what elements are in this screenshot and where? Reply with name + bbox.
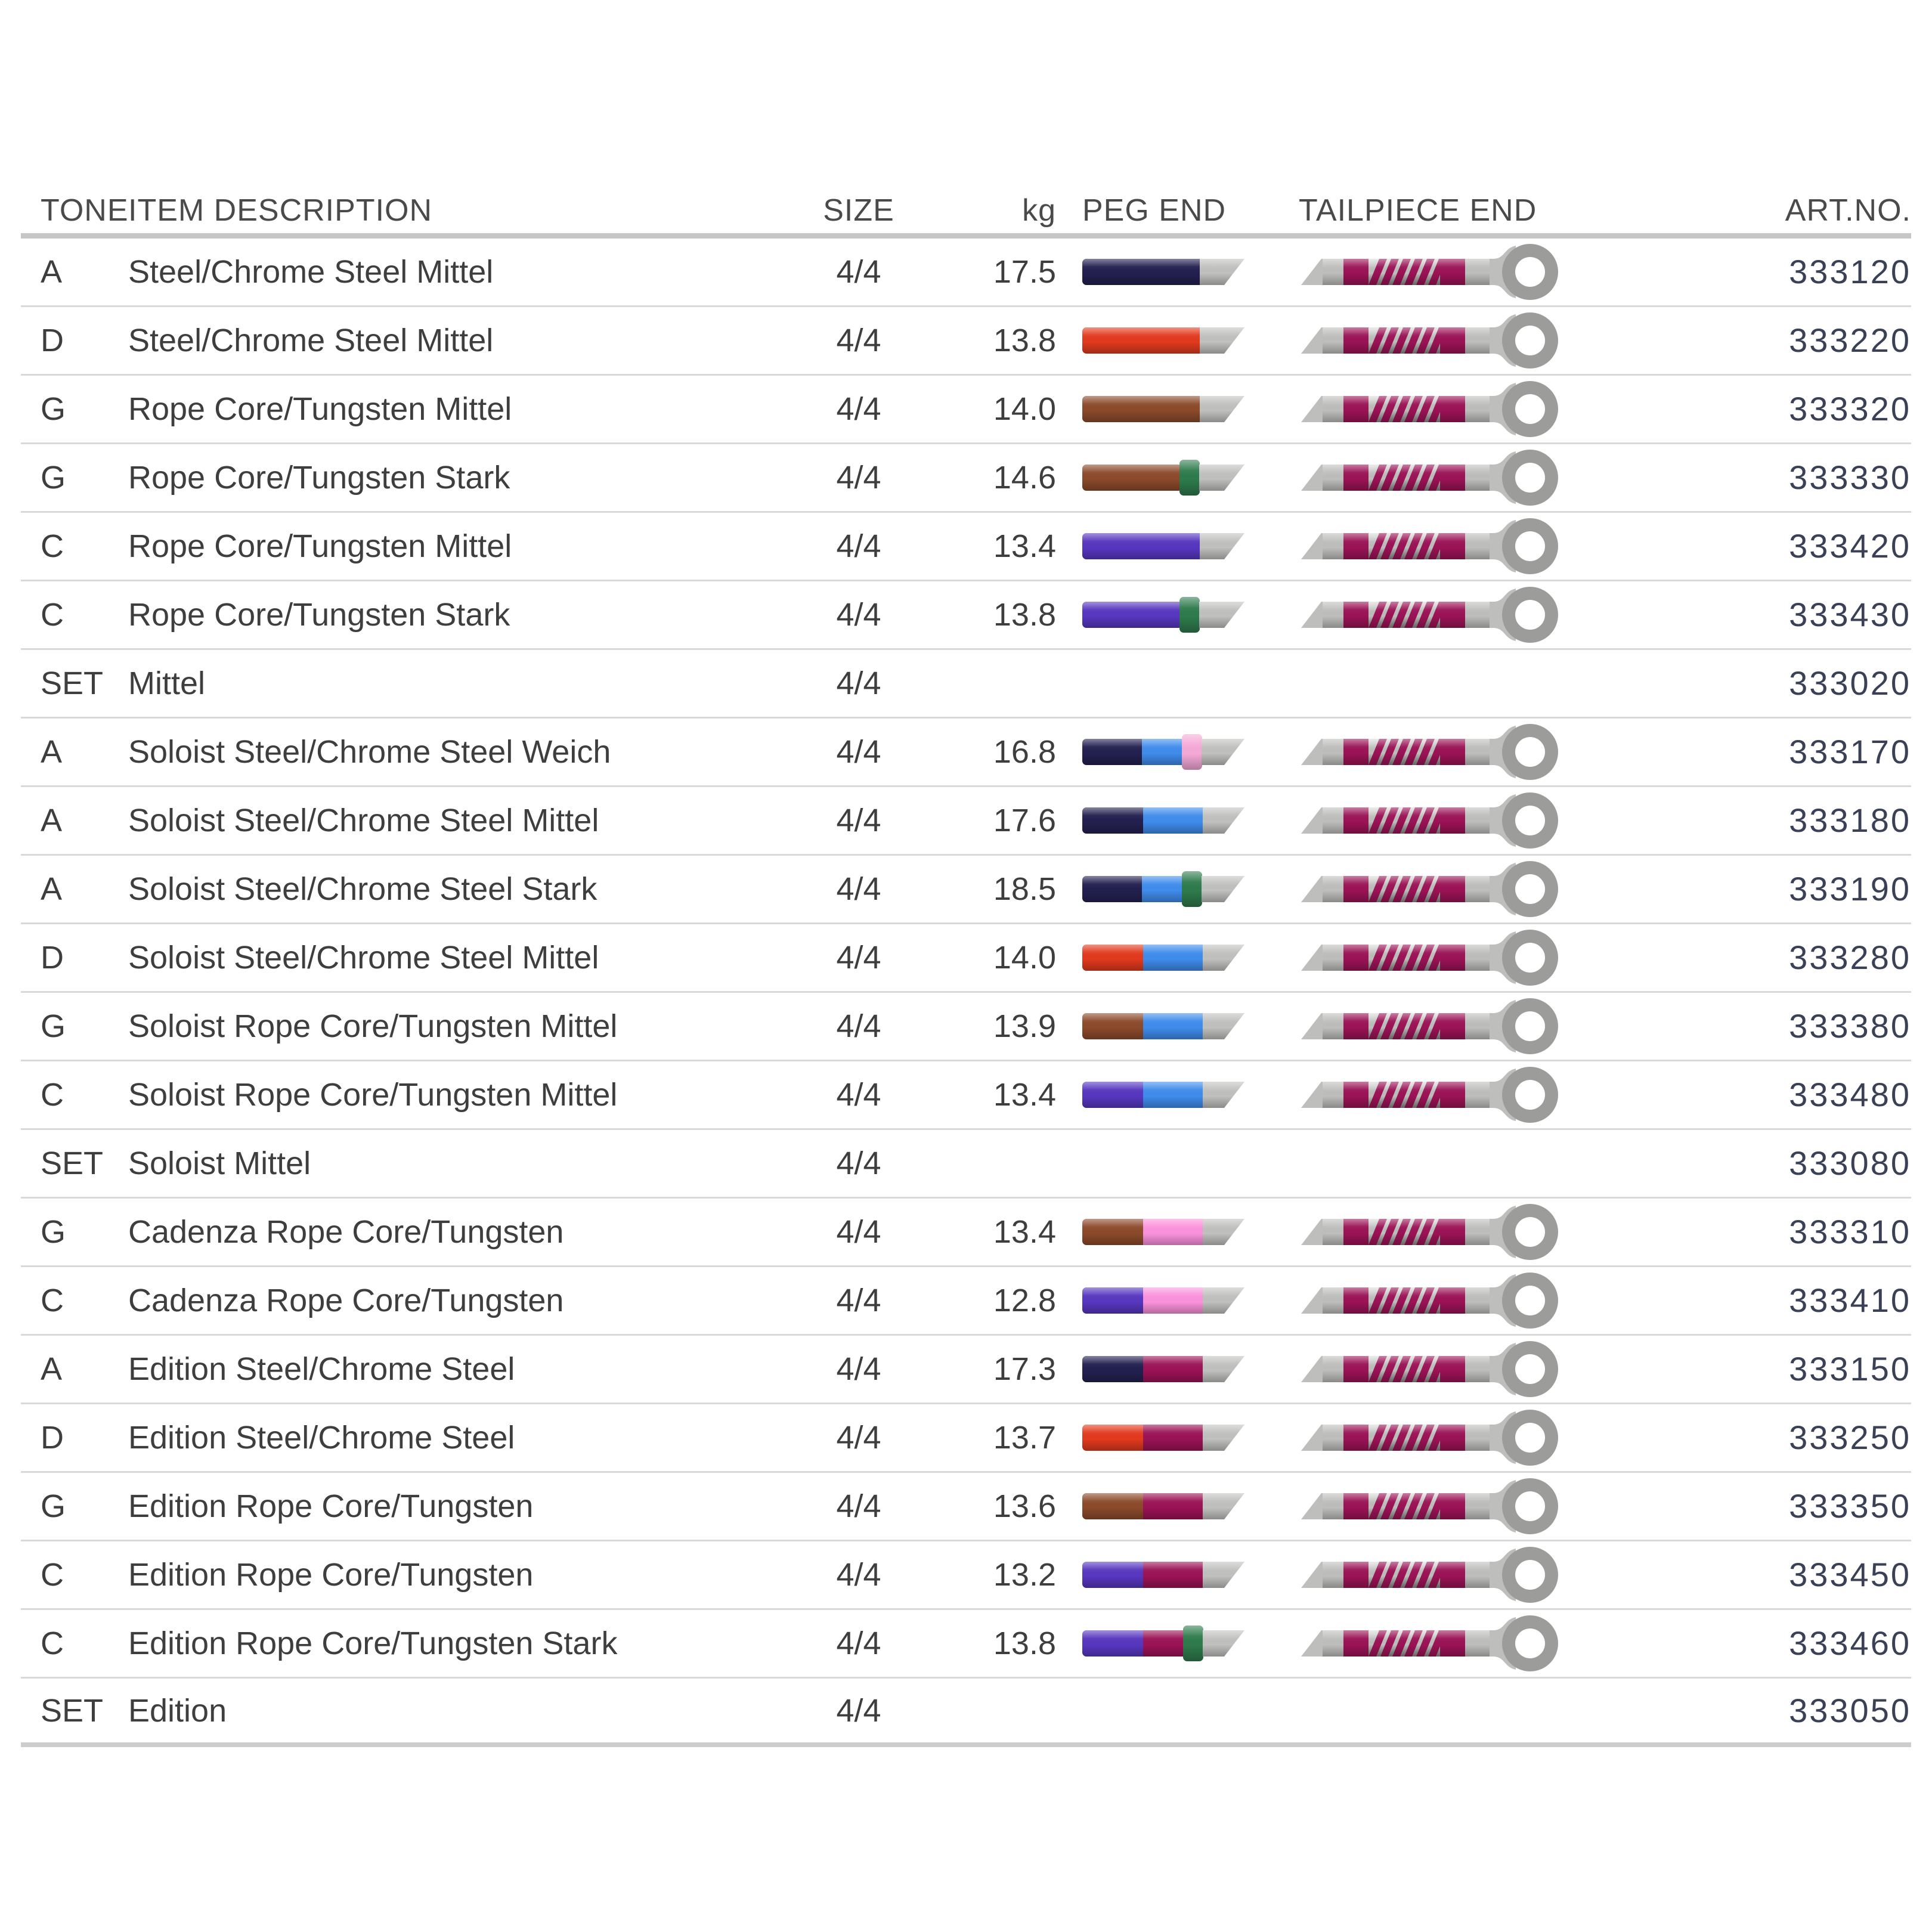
cell-tailpiece-end [1267, 995, 1601, 1057]
peg-end-icon [1082, 1283, 1248, 1318]
cell-tailpiece-end [1267, 858, 1601, 920]
peg-end-icon [1082, 803, 1248, 838]
cell-item-description: Edition Steel/Chrome Steel [128, 1420, 515, 1456]
cell-peg-end [1070, 871, 1267, 907]
peg-end-icon [1082, 528, 1248, 564]
cell-item-description: Edition Steel/Chrome Steel [128, 1351, 515, 1387]
cell-tailpiece-end [1267, 1475, 1601, 1537]
cell-tailpiece-end [1267, 721, 1601, 783]
cell-peg-end [1070, 1283, 1267, 1318]
cell-peg-end [1070, 254, 1267, 290]
cell-art-no: 333330 [1789, 459, 1911, 496]
cell-peg-end [1070, 391, 1267, 427]
cell-item-description: Soloist Rope Core/Tungsten Mittel [128, 1008, 618, 1044]
cell-art-no: 333220 [1789, 321, 1911, 359]
cell-tone: A [41, 254, 63, 290]
cell-tone: D [41, 323, 64, 358]
cell-item-description: Rope Core/Tungsten Stark [128, 460, 510, 496]
cell-kg: 17.6 [993, 803, 1056, 838]
cell-art-no: 333050 [1789, 1691, 1911, 1729]
cell-kg: 14.0 [993, 391, 1056, 427]
table-row [21, 1267, 1911, 1336]
peg-end-icon [1082, 940, 1248, 976]
cell-peg-end [1070, 803, 1267, 838]
table-row [21, 581, 1911, 650]
cell-tone: C [41, 597, 64, 633]
cell-tailpiece-end [1267, 1407, 1601, 1469]
cell-art-no: 333280 [1789, 939, 1911, 976]
table-row [21, 513, 1911, 581]
cell-art-no: 333150 [1789, 1350, 1911, 1388]
cell-art-no: 333080 [1789, 1144, 1911, 1182]
tailpiece-end-icon [1299, 1612, 1559, 1674]
cell-item-description: Steel/Chrome Steel Mittel [128, 323, 494, 358]
tailpiece-end-icon [1299, 1338, 1559, 1400]
cell-item-description: Soloist Steel/Chrome Steel Weich [128, 734, 611, 770]
tailpiece-end-icon [1299, 1270, 1559, 1332]
cell-art-no: 333120 [1789, 253, 1911, 290]
tailpiece-end-icon [1299, 309, 1559, 371]
cell-size: 4/4 [836, 940, 881, 976]
cell-kg: 13.4 [993, 528, 1056, 564]
cell-peg-end [1070, 1008, 1267, 1044]
cell-peg-end [1070, 940, 1267, 976]
cell-art-no: 333430 [1789, 596, 1911, 633]
cell-art-no: 333460 [1789, 1624, 1911, 1662]
cell-art-no: 333350 [1789, 1487, 1911, 1525]
cell-kg: 18.5 [993, 871, 1056, 907]
cell-art-no: 333180 [1789, 801, 1911, 839]
cell-item-description: Soloist Rope Core/Tungsten Mittel [128, 1077, 618, 1113]
col-header-kg: kg [1022, 193, 1056, 228]
peg-end-icon [1082, 1488, 1248, 1524]
peg-end-icon [1082, 1626, 1248, 1661]
cell-size: 4/4 [836, 1145, 881, 1181]
cell-peg-end [1070, 323, 1267, 358]
cell-art-no: 333020 [1789, 664, 1911, 702]
tailpiece-end-icon [1299, 995, 1559, 1057]
cell-size: 4/4 [836, 391, 881, 427]
cell-size: 4/4 [836, 528, 881, 564]
cell-size: 4/4 [836, 1214, 881, 1250]
cell-peg-end [1070, 528, 1267, 564]
table-header-row [21, 188, 1911, 239]
cell-tailpiece-end [1267, 378, 1601, 440]
cell-tailpiece-end [1267, 447, 1601, 509]
cell-size: 4/4 [836, 734, 881, 770]
tailpiece-end-icon [1299, 584, 1559, 646]
cell-tailpiece-end [1267, 1270, 1601, 1332]
cell-art-no: 333410 [1789, 1281, 1911, 1319]
cell-size: 4/4 [836, 1351, 881, 1387]
cell-kg: 13.6 [993, 1488, 1056, 1524]
tailpiece-end-icon [1299, 858, 1559, 920]
cell-peg-end [1070, 1557, 1267, 1593]
cell-tone: SET [41, 665, 104, 701]
cell-kg: 13.8 [993, 323, 1056, 358]
col-header-size: SIZE [823, 193, 894, 228]
table-row [21, 307, 1911, 376]
col-header-peg-end: PEG END [1082, 193, 1227, 228]
cell-peg-end [1070, 1214, 1267, 1250]
cell-item-description: Edition Rope Core/Tungsten Stark [128, 1626, 618, 1661]
table-body [21, 239, 1911, 1747]
cell-item-description: Steel/Chrome Steel Mittel [128, 254, 494, 290]
cell-tone: C [41, 1077, 64, 1113]
cell-kg: 13.7 [993, 1420, 1056, 1456]
cell-art-no: 333310 [1789, 1213, 1911, 1250]
cell-peg-end [1070, 734, 1267, 770]
cell-tailpiece-end [1267, 515, 1601, 577]
cell-kg: 13.9 [993, 1008, 1056, 1044]
cell-peg-end [1070, 1420, 1267, 1456]
cell-item-description: Edition [128, 1692, 227, 1729]
cell-item-description: Soloist Steel/Chrome Steel Mittel [128, 940, 599, 976]
cell-item-description: Cadenza Rope Core/Tungsten [128, 1214, 564, 1250]
tailpiece-end-icon [1299, 447, 1559, 509]
peg-end-icon [1082, 460, 1248, 496]
table-row [21, 1610, 1911, 1679]
cell-tone: C [41, 1557, 64, 1593]
cell-tailpiece-end [1267, 241, 1601, 303]
table-row [21, 1473, 1911, 1541]
cell-item-description: Soloist Steel/Chrome Steel Mittel [128, 803, 599, 838]
cell-tailpiece-end [1267, 1064, 1601, 1126]
table-row [21, 787, 1911, 856]
peg-end-icon [1082, 1557, 1248, 1593]
peg-end-icon [1082, 1351, 1248, 1387]
cell-size: 4/4 [836, 803, 881, 838]
table-row [21, 1061, 1911, 1130]
table-row [21, 1336, 1911, 1404]
table-row [21, 1404, 1911, 1473]
peg-end-icon [1082, 1420, 1248, 1456]
tailpiece-end-icon [1299, 927, 1559, 989]
cell-peg-end [1070, 597, 1267, 633]
cell-tone: C [41, 528, 64, 564]
col-header-item-description: ITEM DESCRIPTION [128, 193, 433, 228]
cell-size: 4/4 [836, 1692, 881, 1729]
cell-tone: G [41, 460, 66, 496]
cell-size: 4/4 [836, 1283, 881, 1318]
tailpiece-end-icon [1299, 789, 1559, 852]
cell-item-description: Edition Rope Core/Tungsten [128, 1557, 534, 1593]
table-row [21, 239, 1911, 307]
cell-item-description: Rope Core/Tungsten Stark [128, 597, 510, 633]
cell-art-no: 333450 [1789, 1556, 1911, 1593]
table-row [21, 993, 1911, 1061]
cell-kg: 13.2 [993, 1557, 1056, 1593]
cell-item-description: Soloist Steel/Chrome Steel Stark [128, 871, 597, 907]
peg-end-icon [1082, 1008, 1248, 1044]
cell-tone: SET [41, 1145, 104, 1181]
table-row [21, 650, 1911, 719]
cell-size: 4/4 [836, 597, 881, 633]
cell-art-no: 333480 [1789, 1076, 1911, 1113]
table-row [21, 1130, 1911, 1199]
cell-size: 4/4 [836, 871, 881, 907]
cell-tailpiece-end [1267, 1201, 1601, 1263]
cell-tone: SET [41, 1692, 104, 1729]
cell-size: 4/4 [836, 1077, 881, 1113]
cell-peg-end [1070, 1351, 1267, 1387]
cell-art-no: 333380 [1789, 1007, 1911, 1045]
strings-spec-table [21, 188, 1911, 1747]
cell-tailpiece-end [1267, 1338, 1601, 1400]
col-header-art-no: ART.NO. [1785, 193, 1911, 228]
peg-end-icon [1082, 391, 1248, 427]
cell-tone: G [41, 1214, 66, 1250]
cell-art-no: 333420 [1789, 527, 1911, 565]
cell-tone: G [41, 1488, 66, 1524]
cell-tone: G [41, 391, 66, 427]
cell-size: 4/4 [836, 1557, 881, 1593]
peg-end-icon [1082, 597, 1248, 633]
table-row [21, 856, 1911, 924]
peg-end-icon [1082, 1077, 1248, 1113]
cell-size: 4/4 [836, 665, 881, 701]
tailpiece-end-icon [1299, 515, 1559, 577]
cell-tone: D [41, 940, 64, 976]
cell-kg: 16.8 [993, 734, 1056, 770]
cell-tone: D [41, 1420, 64, 1456]
cell-kg: 13.4 [993, 1214, 1056, 1250]
cell-item-description: Rope Core/Tungsten Mittel [128, 391, 512, 427]
cell-item-description: Edition Rope Core/Tungsten [128, 1488, 534, 1524]
peg-end-icon [1082, 1214, 1248, 1250]
cell-kg: 12.8 [993, 1283, 1056, 1318]
table-row [21, 376, 1911, 444]
cell-peg-end [1070, 460, 1267, 496]
cell-size: 4/4 [836, 1488, 881, 1524]
cell-size: 4/4 [836, 1626, 881, 1661]
cell-size: 4/4 [836, 460, 881, 496]
cell-tailpiece-end [1267, 927, 1601, 989]
cell-kg: 17.5 [993, 254, 1056, 290]
peg-end-icon [1082, 323, 1248, 358]
cell-art-no: 333320 [1789, 390, 1911, 428]
cell-art-no: 333170 [1789, 733, 1911, 770]
cell-tailpiece-end [1267, 584, 1601, 646]
cell-kg: 14.6 [993, 460, 1056, 496]
cell-peg-end [1070, 1626, 1267, 1661]
table-row [21, 924, 1911, 993]
peg-end-icon [1082, 734, 1248, 770]
cell-size: 4/4 [836, 254, 881, 290]
cell-peg-end [1070, 1077, 1267, 1113]
cell-size: 4/4 [836, 1008, 881, 1044]
table-row [21, 719, 1911, 787]
cell-kg: 13.8 [993, 597, 1056, 633]
cell-tone: C [41, 1626, 64, 1661]
cell-tone: A [41, 871, 63, 907]
table-row [21, 444, 1911, 513]
col-header-tailpiece-end: TAILPIECE END [1299, 193, 1537, 228]
cell-art-no: 333250 [1789, 1419, 1911, 1456]
cell-item-description: Rope Core/Tungsten Mittel [128, 528, 512, 564]
cell-item-description: Mittel [128, 665, 206, 701]
cell-item-description: Cadenza Rope Core/Tungsten [128, 1283, 564, 1318]
cell-tone: A [41, 1351, 63, 1387]
col-header-tone: TONE [41, 193, 129, 228]
tailpiece-end-icon [1299, 1201, 1559, 1263]
cell-tailpiece-end [1267, 789, 1601, 852]
cell-tone: A [41, 803, 63, 838]
cell-size: 4/4 [836, 323, 881, 358]
cell-kg: 17.3 [993, 1351, 1056, 1387]
tailpiece-end-icon [1299, 378, 1559, 440]
cell-tone: C [41, 1283, 64, 1318]
tailpiece-end-icon [1299, 241, 1559, 303]
tailpiece-end-icon [1299, 1064, 1559, 1126]
cell-art-no: 333190 [1789, 870, 1911, 908]
tailpiece-end-icon [1299, 721, 1559, 783]
cell-tailpiece-end [1267, 309, 1601, 371]
cell-size: 4/4 [836, 1420, 881, 1456]
tailpiece-end-icon [1299, 1544, 1559, 1606]
cell-kg: 14.0 [993, 940, 1056, 976]
peg-end-icon [1082, 871, 1248, 907]
cell-kg: 13.8 [993, 1626, 1056, 1661]
cell-tone: A [41, 734, 63, 770]
table-row [21, 1199, 1911, 1267]
tailpiece-end-icon [1299, 1475, 1559, 1537]
table-row [21, 1541, 1911, 1610]
cell-peg-end [1070, 1488, 1267, 1524]
cell-tailpiece-end [1267, 1544, 1601, 1606]
cell-item-description: Soloist Mittel [128, 1145, 311, 1181]
table-row [21, 1679, 1911, 1747]
peg-end-icon [1082, 254, 1248, 290]
cell-tailpiece-end [1267, 1612, 1601, 1674]
cell-tone: G [41, 1008, 66, 1044]
cell-kg: 13.4 [993, 1077, 1056, 1113]
tailpiece-end-icon [1299, 1407, 1559, 1469]
